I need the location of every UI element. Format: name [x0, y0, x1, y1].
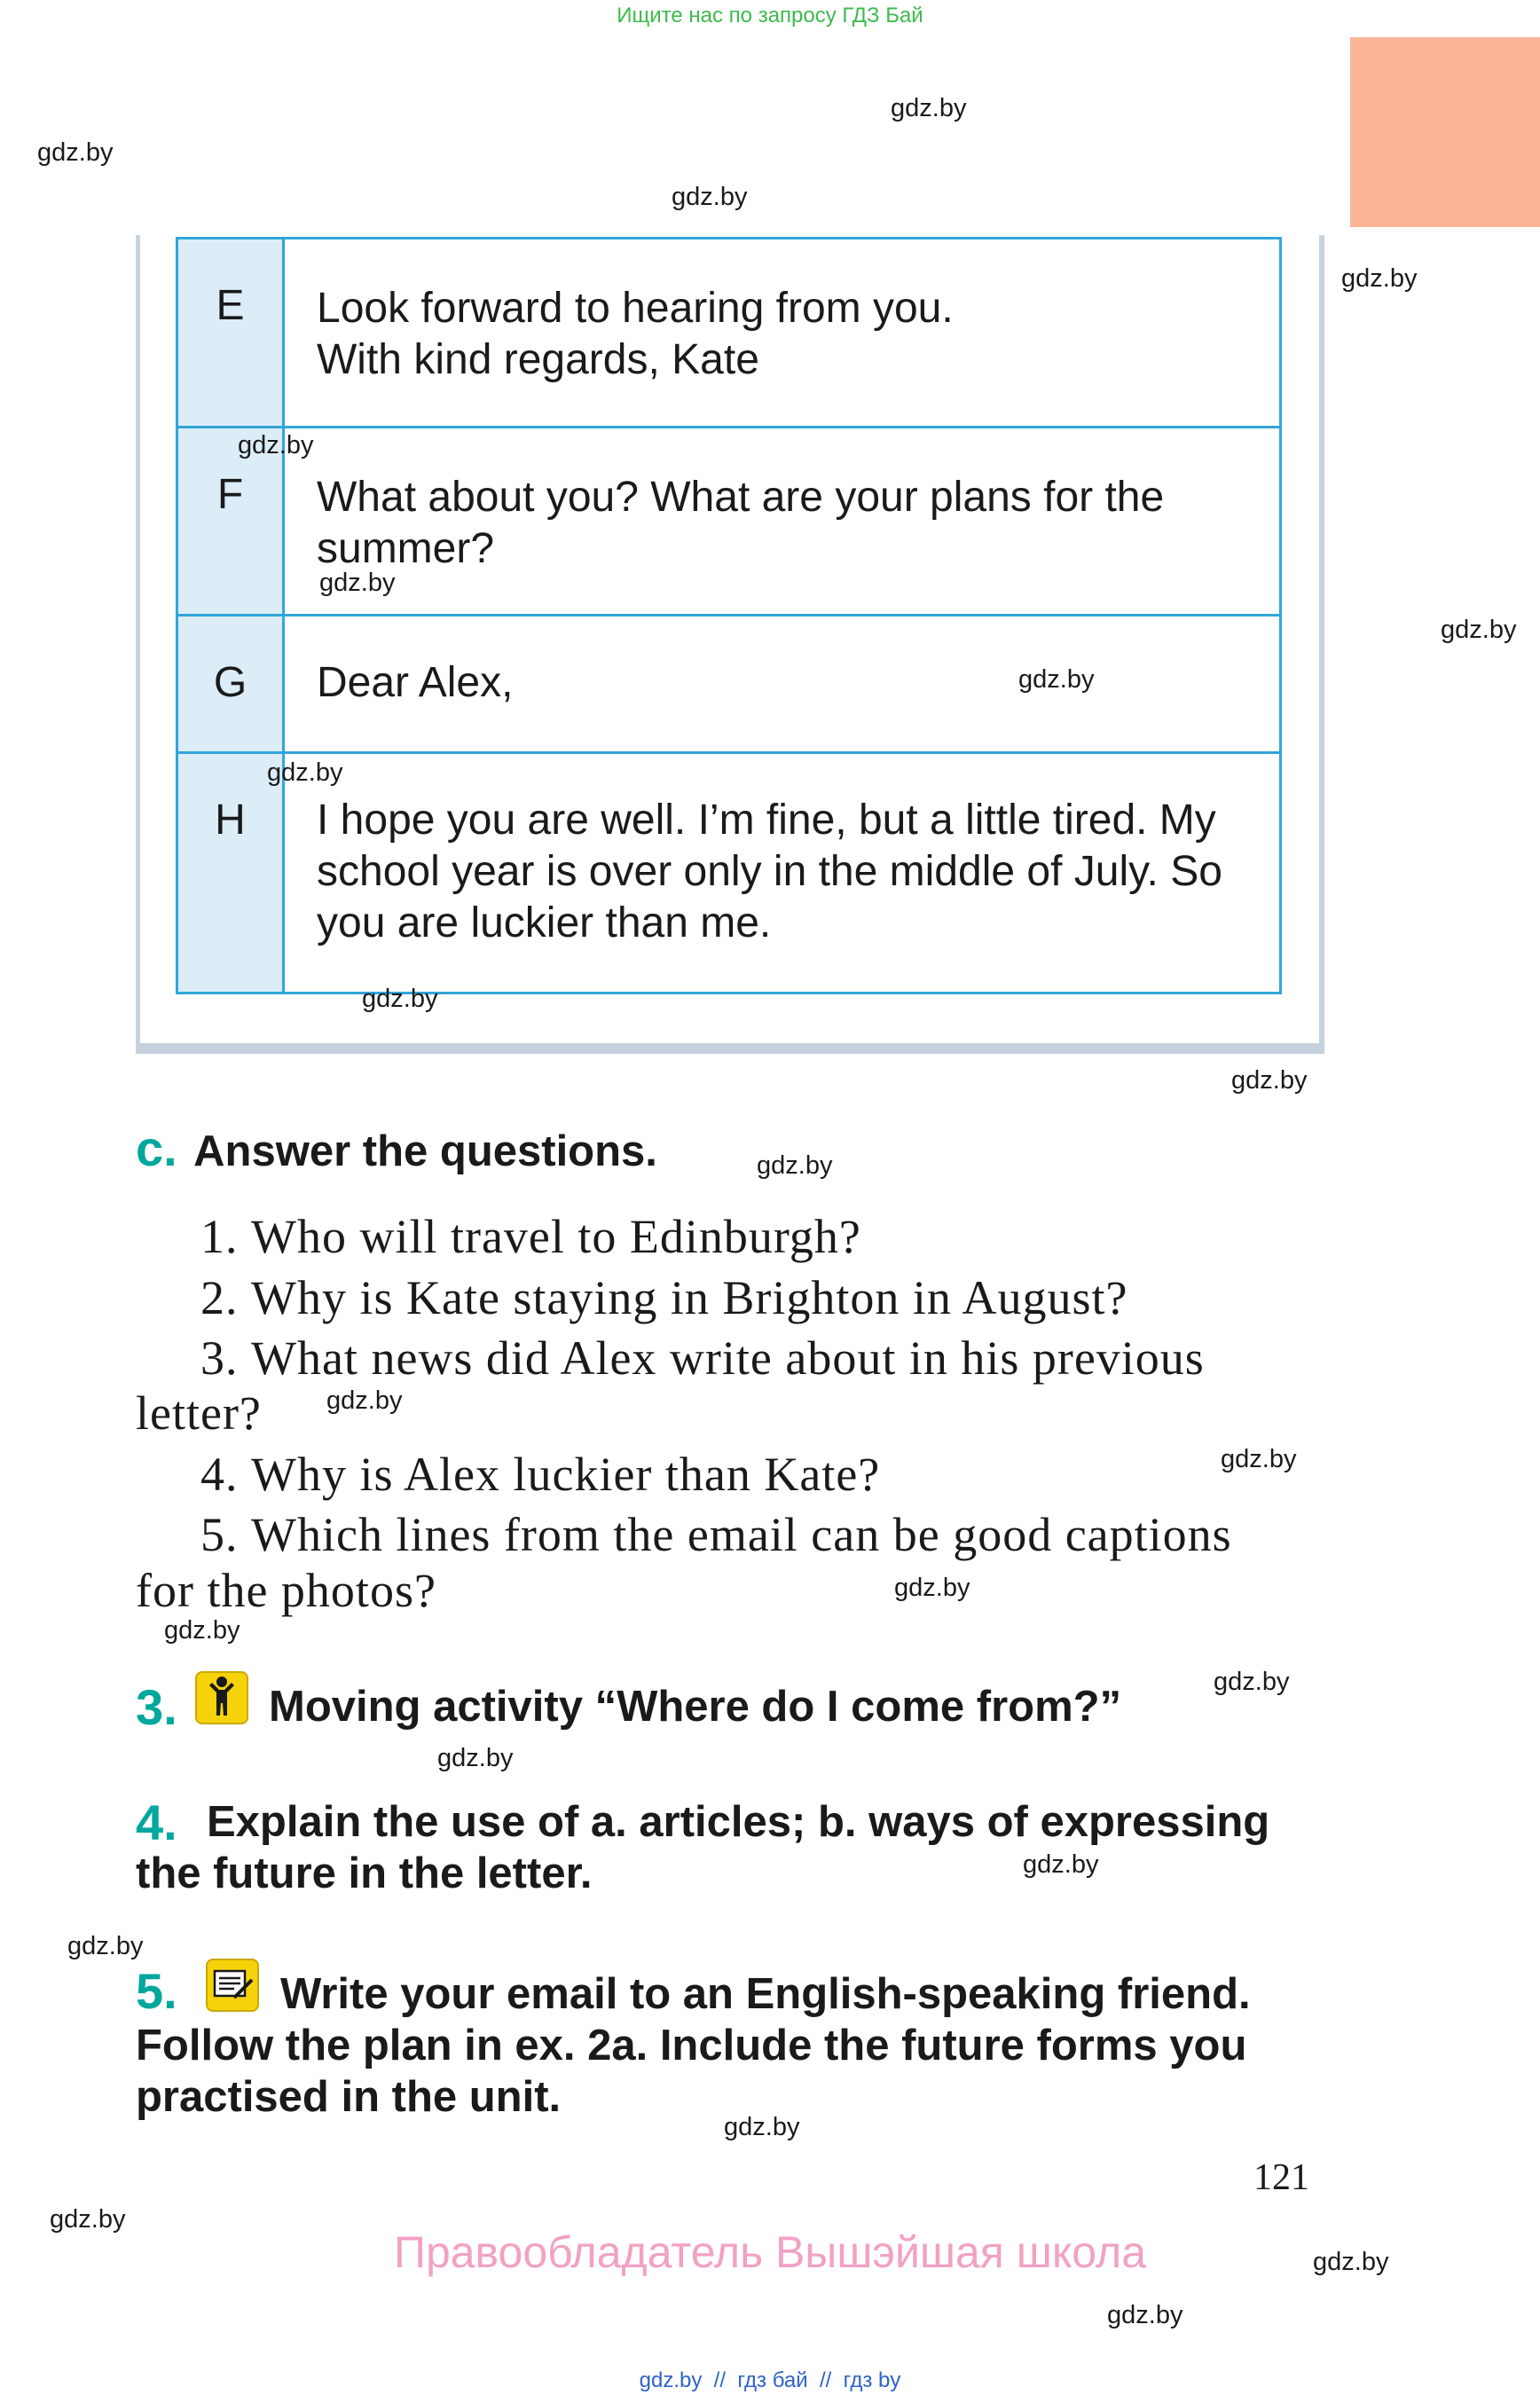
watermark: gdz.by [1107, 2301, 1183, 2329]
task-5 [136, 1962, 177, 2020]
watermark: gdz.by [1313, 2248, 1389, 2276]
watermark: gdz.by [1214, 1668, 1290, 1696]
watermark: gdz.by [724, 2113, 800, 2141]
task-3 [136, 1678, 177, 1736]
watermark: gdz.by [50, 2205, 126, 2234]
question-4: 4. Why is Alex luckier than Kate? [200, 1448, 881, 1501]
section-c-heading [136, 1119, 657, 1177]
question-3-continued: letter? [136, 1386, 262, 1440]
question-5: 5. Which lines from the email can be good captions [200, 1508, 1232, 1561]
watermark: gdz.by [238, 431, 314, 459]
watermark: gdz.by [1231, 1066, 1308, 1095]
row-letter: E [178, 240, 285, 426]
watermark: gdz.by [326, 1386, 403, 1415]
watermark: gdz.by [67, 1932, 144, 1960]
question-2: 2. Why is Kate staying in Brighton in August? [200, 1271, 1128, 1324]
watermark: gdz.by [37, 138, 114, 167]
top-search-banner: Ищите нас по запросу ГДЗ Бай [617, 4, 923, 27]
task-5-line2: Follow the plan in ex. 2a. Include the future forms you [136, 2022, 1247, 2069]
task-number: 4. [136, 1794, 177, 1850]
table-row-g [176, 614, 1282, 754]
row-text: What about you? What are your plans for the summer? [317, 474, 1165, 572]
watermark: gdz.by [1018, 665, 1095, 694]
task-4-line1: Explain the use of a. articles; b. ways of expressing [207, 1798, 1270, 1846]
section-letter: c. [136, 1120, 177, 1176]
row-letter: F [178, 428, 285, 614]
person-moving-icon [195, 1671, 248, 1724]
task-5-line1: Write your email to an English-speaking friend. [280, 1970, 1251, 2018]
task-number: 5. [136, 1963, 177, 2019]
watermark: gdz.by [1221, 1445, 1297, 1473]
row-text: Look forward to hearing from you. With kind regards, Kate [317, 285, 954, 383]
watermark: gdz.by [1441, 616, 1517, 644]
writing-icon [206, 1959, 259, 2012]
section-title: Answer the questions. [193, 1127, 657, 1175]
table-row-h [176, 751, 1282, 994]
row-letter: H [178, 754, 285, 992]
table-row-e [176, 237, 1282, 428]
corner-color-tab [1350, 37, 1540, 227]
question-1: 1. Who will travel to Edinburgh? [200, 1210, 861, 1263]
watermark: gdz.by [362, 985, 438, 1013]
task-number: 3. [136, 1679, 177, 1735]
task-4 [136, 1794, 177, 1851]
row-letter: G [178, 616, 285, 751]
watermark: gdz.by [891, 94, 967, 122]
row-text: I hope you are well. I’m fine, but a little tired. My school year is over only in the middle of July. So you are luckier than me. [317, 797, 1222, 946]
task-3-text: Moving activity “Where do I come from?” [269, 1683, 1122, 1731]
watermark: gdz.by [319, 569, 396, 597]
watermark: gdz.by [164, 1616, 240, 1645]
page-number: 121 [1253, 2157, 1309, 2198]
watermark: gdz.by [672, 183, 748, 211]
task-4-line2: the future in the letter. [136, 1849, 593, 1897]
rights-holder: Правообладатель Вышэйшая школа [394, 2227, 1146, 2277]
watermark: gdz.by [437, 1744, 514, 1772]
watermark: gdz.by [757, 1151, 833, 1180]
watermark: gdz.by [894, 1574, 970, 1602]
watermark: gdz.by [1341, 264, 1418, 293]
watermark: gdz.by [1023, 1850, 1099, 1879]
task-5-line3: practised in the unit. [136, 2073, 562, 2121]
question-5-continued: for the photos? [136, 1564, 436, 1617]
question-3: 3. What news did Alex write about in his previous [200, 1331, 1205, 1385]
row-text: Dear Alex, [317, 659, 514, 706]
bottom-links[interactable]: gdz.by // гдз бай // гдз by [639, 2368, 901, 2392]
watermark: gdz.by [267, 758, 343, 787]
